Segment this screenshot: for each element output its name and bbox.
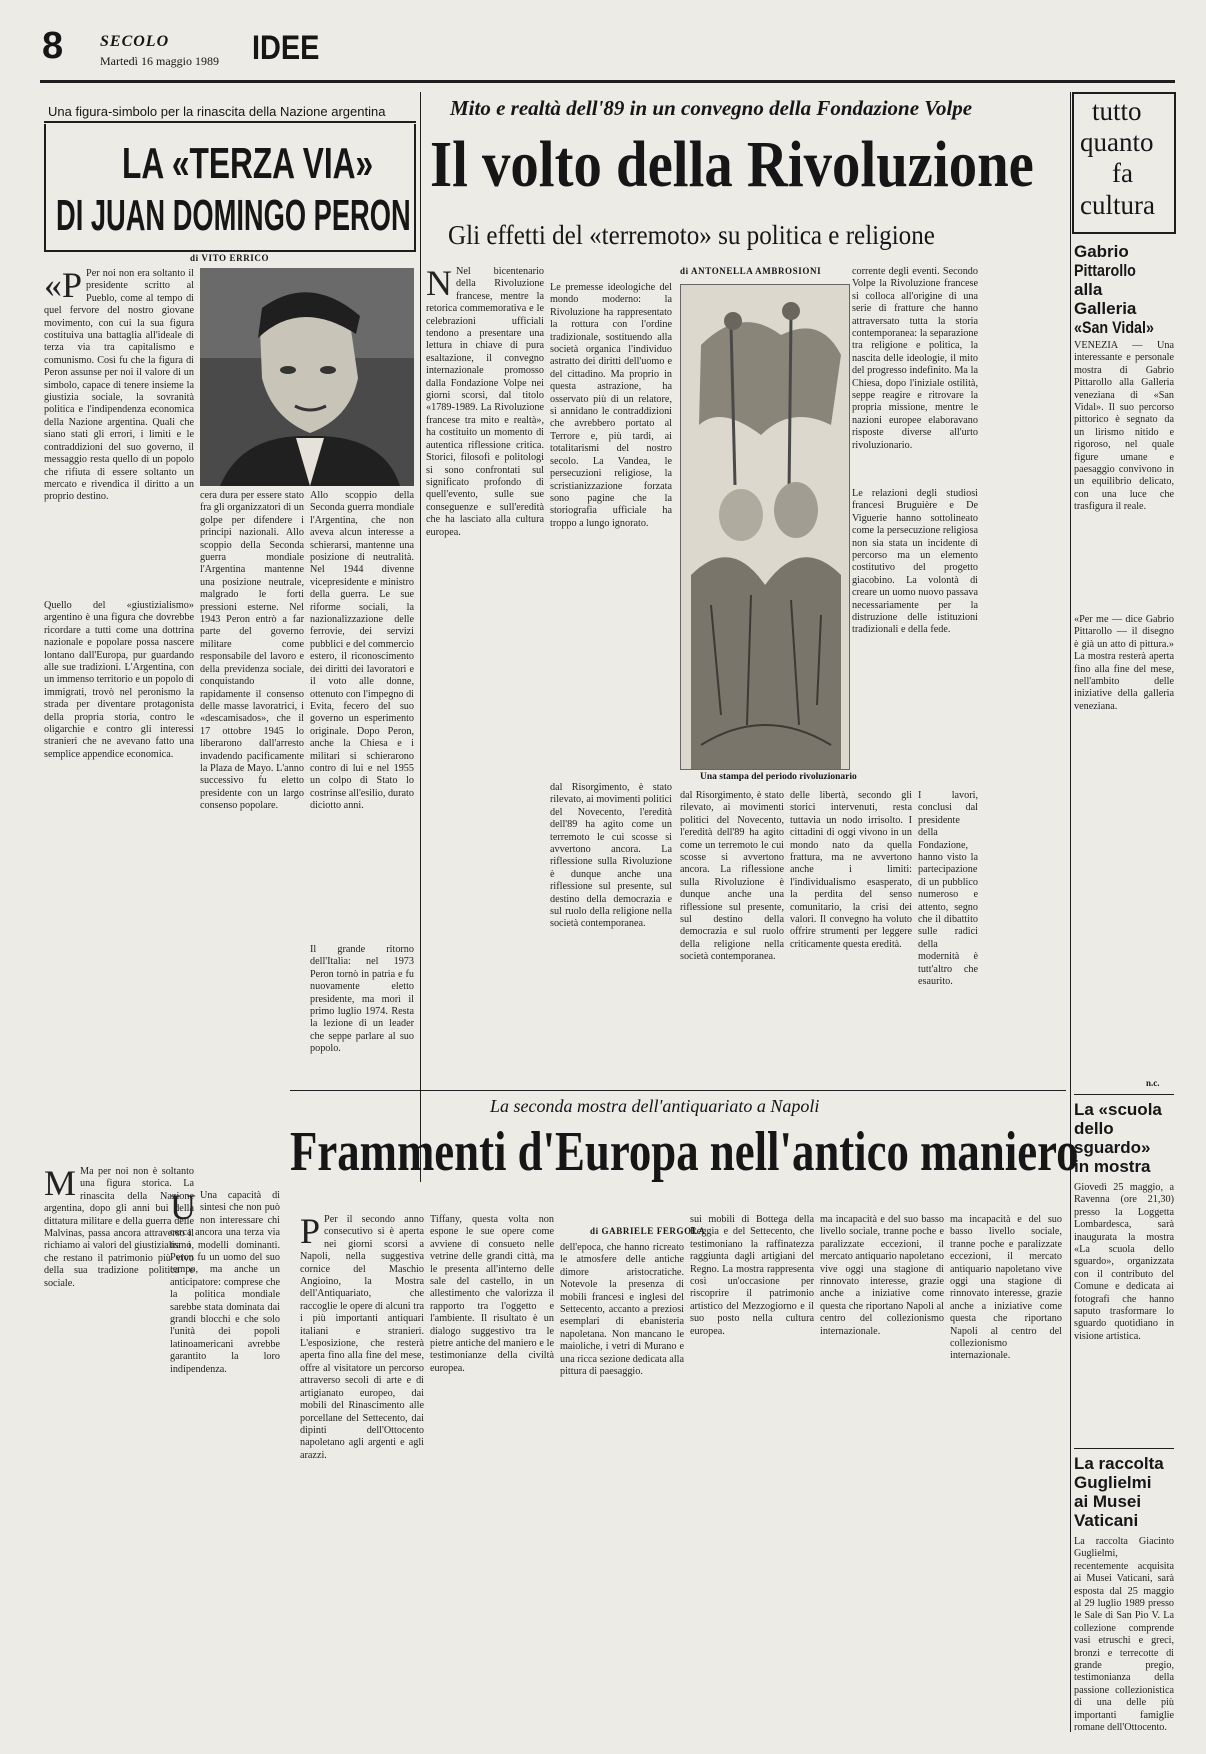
- revolution-print: [680, 284, 850, 770]
- antiques-col1: P Per il secondo anno consecutivo si è aperta nei giorni scorsi a Napoli, nella suggestiva cornice del Maschio Angioino, la Mostra dell'Antiquariato, che raccoglie le opere di alcuni tra i più importanti antiquari italiani e stranieri. L'esposizione, che resterà aperta fino alla fine del mese, offre al visitatore un percorso attraverso secoli di arte e di artigianato europeo, dai mobili del Rinascimento alle porcellane del Settecento, dai dipinti dell'Ottocento napoletano agli argenti e agli arazzi.: [300, 1211, 424, 1461]
- left-box-top: [44, 121, 416, 123]
- sidebar-rule-2: [1074, 1448, 1174, 1449]
- revolution-print-image: [681, 285, 849, 769]
- sidebar-item3-title: La raccolta Guglielmi ai Musei Vaticani: [1074, 1454, 1164, 1530]
- divider-right: [1070, 92, 1071, 1732]
- antiques-dropcap: P: [300, 1211, 321, 1251]
- left-dropcap-3: U: [170, 1187, 196, 1227]
- peron-portrait: [200, 268, 414, 486]
- main-dropcap: N: [426, 263, 452, 303]
- main-col3: corrente degli eventi. Secondo Volpe la Rivoluzione francese si colloca all'origine di una serie di fratture che hanno attraversato tutta la storia contemporanea: la separazione tra religione e politica, la nascita delle ideologie, il mito del progresso indefinito. Ma la Chiesa, dopo l'iniziale ostilità, seppe reagire e ritrovare la propria missione, mentre le nazioni europee elaboravano risposte diverse all'urto rivoluzionario.: [852, 266, 978, 451]
- antiques-kicker: La seconda mostra dell'antiquariato a Napoli: [490, 1096, 820, 1116]
- date-line: Martedì 16 maggio 1989: [100, 54, 219, 68]
- sidebar-rule-1: [1074, 1094, 1174, 1095]
- main-col2c: dal Risorgimento, è stato rilevato, ai movimenti politici del Novecento, l'eredità dell'89 ha agito come un terremoto le cui scosse si avvertono ancora. La riflessione sulla Rivoluzione è dunque anche una riflessione sul presente, sul destino della democrazia e sul ruolo della religione nella società contemporanea.: [680, 790, 784, 963]
- antiques-col4: sui mobili di Bottega della Reggia e del Settecento, che testimoniano la raffinatezza raggiunta dagli artigiani del Regno. La mostra rappresenta così un'occasione per riscoprire il patrimonio artistico del Mezzogiorno e il suo posto nella cultura europea.: [690, 1214, 814, 1337]
- left-title-line1: LA «TERZA VIA»: [122, 139, 374, 188]
- main-col3b: Le relazioni degli studiosi francesi Bruguière e De Viguerie hanno sottolineato come la persecuzione religiosa non sia stata un incidente di percorso ma un elemento costitutivo del progetto giacobino. La volontà di creare un uomo nuovo passava necessariamente per la distruzione delle istituzioni tradizionali e della fede.: [852, 488, 978, 636]
- left-col2b: U Una capacità di sintesi che non può non interessare chi cerca ancora una terza via tra i modelli dominanti. Peron fu un uomo del suo tempo, ma anche un anticipatore: comprese che la politica mondiale sarebbe stata dominata dai grandi blocchi e che solo l'unità dei popoli latinoamericani avrebbe garantito la loro indipendenza.: [170, 1187, 280, 1375]
- main-col2: Le premesse ideologiche del mondo moderno: la Rivoluzione ha rappresentato la rottura con l'ordine tradizionale, sostituendo alla società organica l'individuo astratto dei diritti dell'uomo e del cittadino. Ma proprio in questa astrazione, ha osservato più di un relatore, si annidano le contraddizioni che avrebbero portato al Terrore e, più tardi, ai totalitarismi del nostro secolo. La Vandea, le persecuzioni religiose, la scristianizzazione forzata sono pagine che la storiografia ufficiale ha troppo a lungo ignorato.: [550, 282, 672, 529]
- peron-portrait-image: [200, 268, 414, 486]
- left-col3: Allo scoppio della Seconda guerra mondiale l'Argentina, che non aveva alcun interesse a schierarsi, mantenne una posizione di neutralità. Nel 1944 divenne vicepresidente e ministro della guerra. Le sue riforme sociali, la nazionalizzazione delle ferrovie, dei servizi pubblici e del commercio estero, il riconoscimento dei diritti dei lavoratori e il voto alle donne, ottenuto con l'impegno di Evita, fecero del suo governo un esperimento originale. Dopo Peron, anche la Chiesa e i militari si schierarono contro di lui e nel 1955 un colpo di Stato lo costrinse all'esilio, durato diciotto anni.: [310, 490, 414, 812]
- rubric-line-2: quanto: [1080, 127, 1154, 157]
- left-dropcap-2: M: [44, 1163, 77, 1203]
- main-col2b: dal Risorgimento, è stato rilevato, ai movimenti politici del Novecento, l'eredità dell'89 ha agito come un terremoto le cui scosse si avvertono ancora. La riflessione sulla Rivoluzione è dunque anche una riflessione sul presente, sul destino della democrazia e sul ruolo della religione nella società contemporanea.: [550, 782, 672, 930]
- left-byline: di VITO ERRICO: [190, 253, 270, 263]
- section-label: IDEE: [252, 29, 320, 67]
- masthead-rule: [40, 80, 1175, 83]
- divider-left: [420, 92, 421, 1182]
- page-number: 8: [42, 25, 64, 67]
- antiques-col5: ma incapacità e del suo basso livello sociale, tranne poche e paralizzate eccezioni, il mercato antiquario napoletano vive oggi una stagione di rinnovato interesse, grazie anche a iniziative come questa che riportano Napoli al centro del collezionismo internazionale.: [820, 1214, 944, 1337]
- left-col1c: M Ma per noi non è soltanto una figura storica. La rinascita della Nazione argentina, dopo gli anni bui della dittatura militare e della guerra delle Malvinas, passa ancora attraverso il richiamo ai valori del giustizialismo, che restano il patrimonio più vivo della sua tradizione politica e sociale.: [44, 1163, 194, 1289]
- antiques-title: Frammenti d'Europa nell'antico maniero: [290, 1121, 1079, 1183]
- sidebar-item2-title: La «scuola dello sguardo» in mostra: [1074, 1100, 1162, 1176]
- main-col1: N Nel bicentenario della Rivoluzione francese, mentre la retorica commemorativa e le celebrazioni ufficiali tendono a presentare una lettura in chiave di pura esaltazione, il convegno internazionale promosso dalla Fondazione Volpe nei giorni scorsi, dal titolo «1789-1989. La Rivoluzione francese tra mito e realtà», ha costituito un momento di autentica riflessione critica. Storici, filosofi e politologi si sono confrontati sul significato profondo di quell'evento, sulle sue conseguenze e sull'eredità che ha lasciato alla cultura europea.: [426, 263, 544, 538]
- rubric-line-3: fa: [1112, 158, 1133, 188]
- rubric-line-4: cultura: [1080, 190, 1155, 220]
- left-col3b: Il grande ritorno dell'Italia: nel 1973 Peron tornò in patria e fu nuovamente eletto presidente, ma morì il primo luglio 1974. Resta la lezione di un leader che seppe parlare al suo popolo.: [310, 944, 414, 1055]
- left-col1b: Quello del «giustizialismo» argentino è una figura che dovrebbe ricordare a tutti come una dottrina nazionale e popolare possa nascere lontano dall'Europa, pur guardando alle sue tradizioni. L'Argentina, con un immenso territorio e un popolo di immigrati, trovò nel peronismo la strada per diventare protagonista della propria storia, contro le oligarchie e contro gli interessi stranieri che ne avevano fatto una semplice appendice economica.: [44, 600, 194, 760]
- left-kicker: Una figura-simbolo per la rinascita della Nazione argentina: [48, 104, 386, 119]
- left-col2: cera dura per essere stato fra gli organizzatori di un golpe per difendere i principi nazionali. Allo scoppio della Seconda guerra mondiale l'Argentina mantenne una posizione neutrale, malgrado le forti pressioni esterne. Nel 1943 Peron entrò a far parte del governo militare come responsabile del lavoro e della previdenza sociale, conquistando rapidamente il consenso delle masse lavoratrici, i «descamisados», che il 17 ottobre 1945 lo liberarono dall'arresto invadendo pacificamente la Plaza de Mayo. L'anno successivo fu eletto presidente con un largo consenso popolare.: [200, 490, 304, 812]
- antiques-byline: di GABRIELE FERGOLA: [590, 1226, 706, 1236]
- antiques-top-rule: [290, 1090, 1066, 1091]
- main-col4: I lavori, conclusi dal presidente della Fondazione, hanno visto la partecipazione di un pubblico numeroso e attento, segno che il dibattito sulle radici della modernità è tutt'altro che esaurito.: [918, 790, 978, 988]
- sidebar-item1-text2: «Per me — dice Gabrio Pittarollo — il disegno è già un atto di pittura.» La mostra resterà aperta fino alla fine del mese, nell'ambito delle iniziative della galleria veneziana.: [1074, 614, 1174, 712]
- paper-name: SECOLO: [100, 33, 170, 50]
- main-title: Il volto della Rivoluzione: [430, 128, 1034, 201]
- main-col3c: delle libertà, secondo gli storici intervenuti, resta tuttavia un nodo irrisolto. I cittadini di oggi vivono in un mondo nato da quella frattura, ma ne avvertono anche i limiti: l'individualismo esasperato, la perdita del senso comunitario, la crisi dei valori. Il convegno ha voluto offrire strumenti per leggere criticamente questa eredità.: [790, 790, 912, 950]
- sidebar-item3-text: La raccolta Giacinto Guglielmi, recentemente acquisita ai Musei Vaticani, sarà esposta dal 25 maggio al 29 luglio 1989 presso le Sale di San Pio V. La collezione comprende vasi etruschi e greci, bronzi e terrecotte di grande pregio, testimonianza della passione collezionistica di una delle più importanti famiglie romane dell'Ottocento.: [1074, 1536, 1174, 1734]
- sidebar-item1-text: VENEZIA — Una interessante e personale mostra di Gabrio Pittarollo alla Galleria veneziana di «San Vidal». Il suo percorso pittorico è segnato da un lirismo nitido e rigoroso, nel quale figure umane e paesaggio convivono in un equilibrio delicato, con una luce che trasfigura il reale.: [1074, 340, 1174, 513]
- sidebar-item1-signature: n.c.: [1146, 1078, 1160, 1088]
- antiques-col3: dell'epoca, che hanno ricreato le atmosfere delle antiche dimore aristocratiche. Notevole la presenza di mobili francesi e inglesi del Settecento, accanto a preziosi esemplari di ebanisteria napoletana. Non mancano le maioliche, i vetri di Murano e una ricca sezione dedicata alla pittura di paesaggio.: [560, 1242, 684, 1378]
- sidebar-item2-text: Giovedì 25 maggio, a Ravenna (ore 21,30) presso la Loggetta Lombardesca, sarà inaugurata la mostra «La scuola dello sguardo», organizzata con il contributo del Comune e dedicata ai fotografi che hanno saputo trasformare lo sguardo quotidiano in visione artistica.: [1074, 1182, 1174, 1342]
- left-dropcap: «P: [44, 265, 83, 305]
- sidebar-rubric: [1072, 92, 1176, 234]
- antiques-col6: ma incapacità e del suo basso livello sociale, tranne poche e paralizzate eccezioni, il mercato antiquario napoletano vive oggi una stagione di rinnovato interesse, grazie anche a iniziative come questa che riportano Napoli al centro del collezionismo internazionale.: [950, 1214, 1062, 1362]
- antiques-col2: Tiffany, questa volta non espone le sue opere come avviene di consueto nelle vetrine delle grandi città, ma le presenta all'interno delle sale del castello, in un allestimento che valorizza il rapporto tra l'oggetto e l'ambiente. Il risultato è un dialogo suggestivo tra le pietre antiche del maniero e le testimonianze della civiltà europea.: [430, 1214, 554, 1374]
- sidebar-item1-title: Gabrio Pittarollo alla Galleria «San Vidal»: [1074, 242, 1154, 337]
- rubric-line-1: tutto: [1092, 96, 1142, 126]
- main-byline: di ANTONELLA AMBROSIONI: [680, 266, 822, 276]
- left-col1: «P Per noi non era soltanto il presidente scritto al Pueblo, come al tempo di quel fervore del nostro giovane movimento, con cui la sua figura costituiva una battaglia all'ideale di terza via tra capitalismo e comunismo. Così fu che la figura di Peron assunse per noi il valore di un simbolo, capace di tenere insieme la giustizia sociale, la sovranità politica e l'indipendenza economica della Nazione argentina. Quali che siano stati gli errori, i limiti e le contraddizioni del suo governo, il messaggio resta quello di un popolo che rifiuta di essere soltanto un mercato e rivendica il diritto a un proprio destino.: [44, 265, 194, 503]
- revolution-print-caption: Una stampa del periodo rivoluzionario: [700, 772, 857, 782]
- left-title-line2: DI JUAN DOMINGO PERON: [56, 191, 411, 240]
- main-subtitle: Gli effetti del «terremoto» su politica e religione: [448, 220, 935, 250]
- main-kicker: Mito e realtà dell'89 in un convegno della Fondazione Volpe: [450, 96, 973, 120]
